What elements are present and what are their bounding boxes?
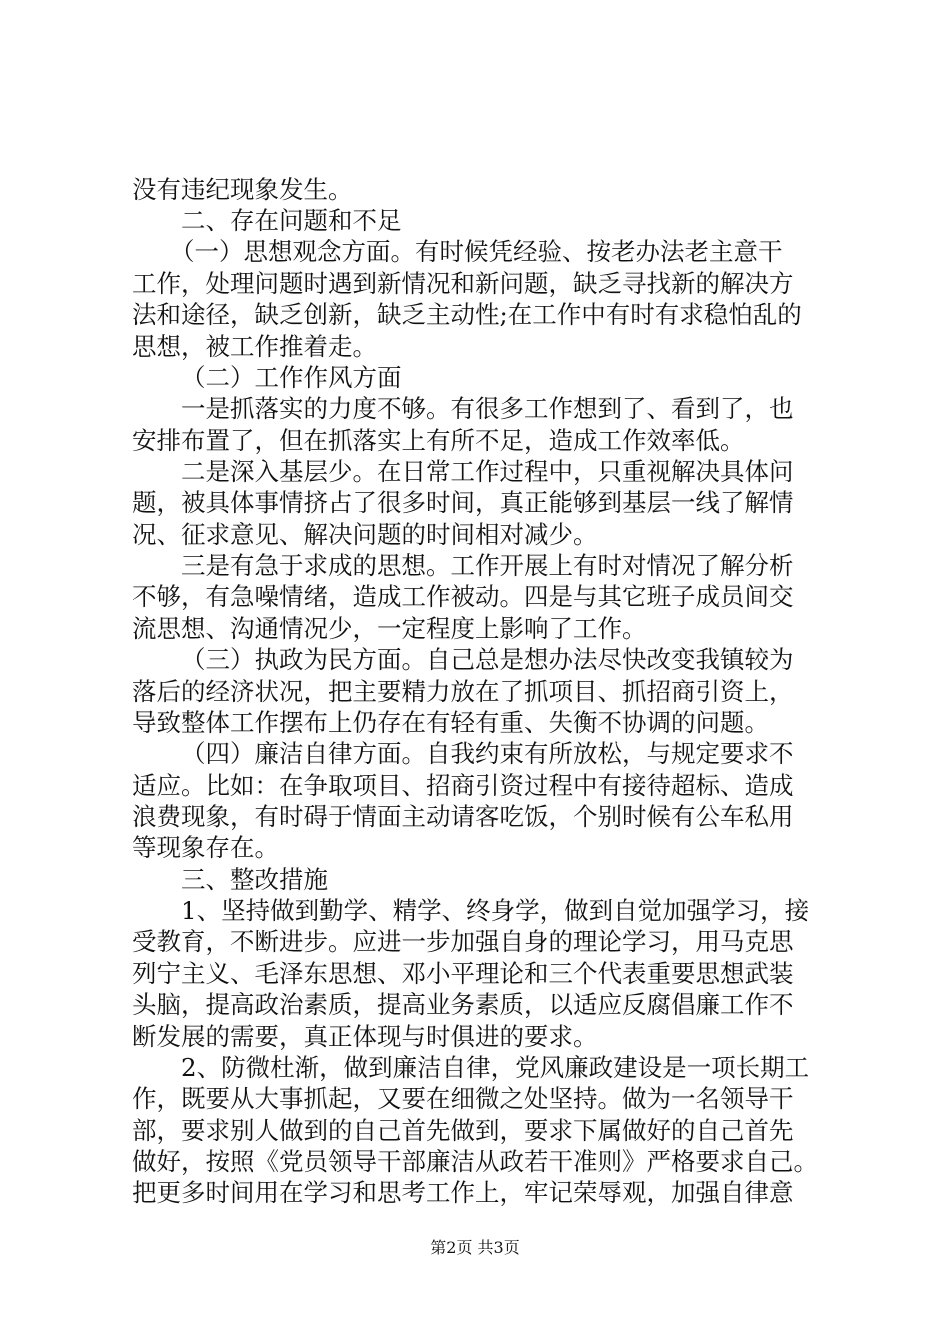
text-line: 断发展的需要，真正体现与时俱进的要求。	[132, 1022, 598, 1051]
text-line: 落后的经济状况，把主要精力放在了抓项目、抓招商引资上，	[132, 677, 794, 706]
text-line: 三是有急于求成的思想。工作开展上有时对情况了解分析	[181, 551, 794, 580]
text-line: 头脑，提高政治素质，提高业务素质，以适应反腐倡廉工作不	[132, 990, 794, 1019]
text-line: 把更多时间用在学习和思考工作上，牢记荣辱观，加强自律意	[132, 1178, 794, 1207]
text-line: 做好，按照《党员领导干部廉洁从政若干准则》严格要求自己。	[132, 1147, 818, 1176]
text-line: （四）廉洁自律方面。自我约束有所放松，与规定要求不	[181, 739, 794, 768]
text-line: 没有违纪现象发生。	[132, 175, 353, 204]
text-line: 浪费现象，有时碍于情面主动请客吃饭，个别时候有公车私用	[132, 802, 794, 831]
text-line: 部，要求别人做到的自己首先做到，要求下属做好的自己首先	[132, 1116, 794, 1145]
text-line: 导致整体工作摆布上仍存在有轻有重、失衡不协调的问题。	[132, 708, 769, 737]
text-line: 工作，处理问题时遇到新情况和新问题，缺乏寻找新的解决方	[132, 269, 794, 298]
text-line: 列宁主义、毛泽东思想、邓小平理论和三个代表重要思想武装	[132, 959, 794, 988]
text-line: 受教育，不断进步。应进一步加强自身的理论学习，用马克思	[132, 927, 794, 956]
text-line: 二是深入基层少。在日常工作过程中，只重视解决具体问	[181, 457, 794, 486]
text-line: 流思想、沟通情况少，一定程度上影响了工作。	[132, 614, 647, 643]
text-line: 况、征求意见、解决问题的时间相对减少。	[132, 520, 598, 549]
text-line: （三）执政为民方面。自己总是想办法尽快改变我镇较为	[181, 645, 794, 674]
text-line: 不够，有急噪情绪，造成工作被动。四是与其它班子成员间交	[132, 582, 794, 611]
text-line: 一是抓落实的力度不够。有很多工作想到了、看到了，也	[181, 394, 794, 423]
section-heading: 二、存在问题和不足	[181, 206, 402, 235]
text-line: 2、防微杜渐，做到廉洁自律，党风廉政建设是一项长期工	[181, 1053, 810, 1082]
text-line: 法和途径，缺乏创新，缺乏主动性;在工作中有时有求稳怕乱的	[132, 300, 802, 329]
text-line: 1、坚持做到勤学、精学、终身学，做到自觉加强学习，接	[181, 896, 810, 925]
text-line: 作，既要从大事抓起，又要在细微之处坚持。做为一名领导干	[132, 1084, 794, 1113]
text-line: 题，被具体事情挤占了很多时间，真正能够到基层一线了解情	[132, 488, 794, 517]
text-line: 安排布置了，但在抓落实上有所不足，造成工作效率低。	[132, 426, 745, 455]
text-line: 思想，被工作推着走。	[132, 332, 377, 361]
text-line: 适应。比如：在争取项目、招商引资过程中有接待超标、造成	[132, 771, 794, 800]
page-footer: 第2页 共3页	[430, 1238, 520, 1257]
text-line: 等现象存在。	[132, 833, 279, 862]
subsection-heading: （二）工作作风方面	[181, 363, 402, 392]
text-line: （一）思想观念方面。有时候凭经验、按老办法老主意干	[170, 237, 783, 266]
section-heading: 三、整改措施	[181, 865, 328, 894]
